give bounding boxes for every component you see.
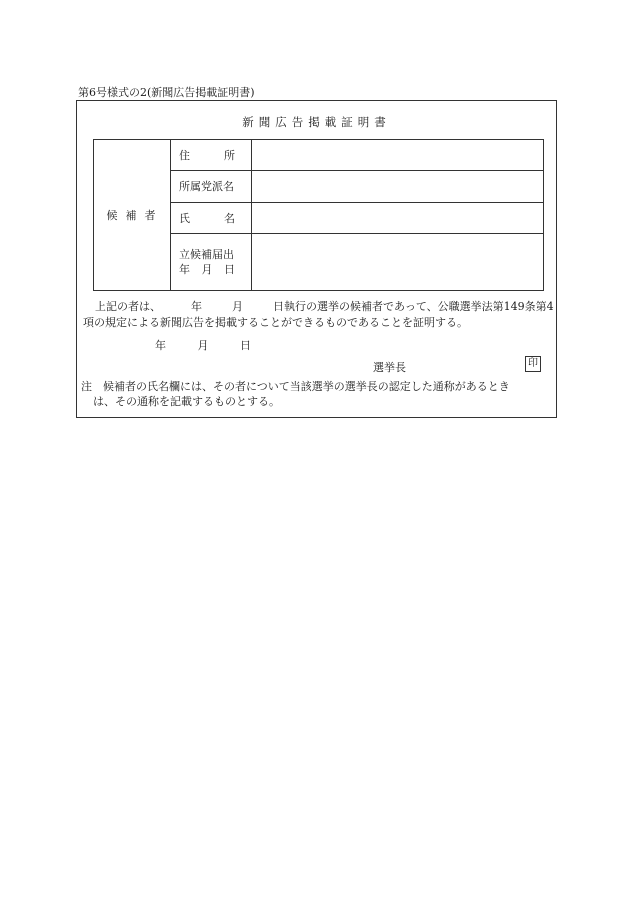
filing-date-label: 立候補届出 年 月 日 [171, 233, 252, 290]
name-field[interactable] [252, 202, 544, 233]
address-label: 住 所 [171, 140, 252, 171]
party-label: 所属党派名 [171, 171, 252, 202]
document-title: 新聞広告掲載証明書 [242, 115, 391, 129]
election-chief-label: 選挙長 [373, 361, 406, 374]
certification-date: 年 月 日 [155, 339, 251, 352]
name-label: 氏 名 [171, 202, 252, 233]
seal-mark: 印 [525, 356, 541, 372]
filing-date-field[interactable] [252, 233, 544, 290]
party-field[interactable] [252, 171, 544, 202]
form-number-label: 第6号様式の2(新聞広告掲載証明書) [78, 86, 255, 99]
certificate-frame [76, 100, 557, 418]
note-text: 注 候補者の氏名欄には、その者について当該選挙の選挙長の認定した通称があるとき は、その通称を記載するものとする。 [81, 380, 510, 408]
candidate-group-label: 候補者 [94, 140, 171, 291]
certification-text: 上記の者は、 年 月 日執行の選挙の候補者であって、公職選挙法第149条第4 項の規定による新聞広告を掲載することができるものであることを証明する。 [83, 300, 554, 329]
candidate-table [93, 139, 544, 291]
address-field[interactable] [252, 140, 544, 171]
